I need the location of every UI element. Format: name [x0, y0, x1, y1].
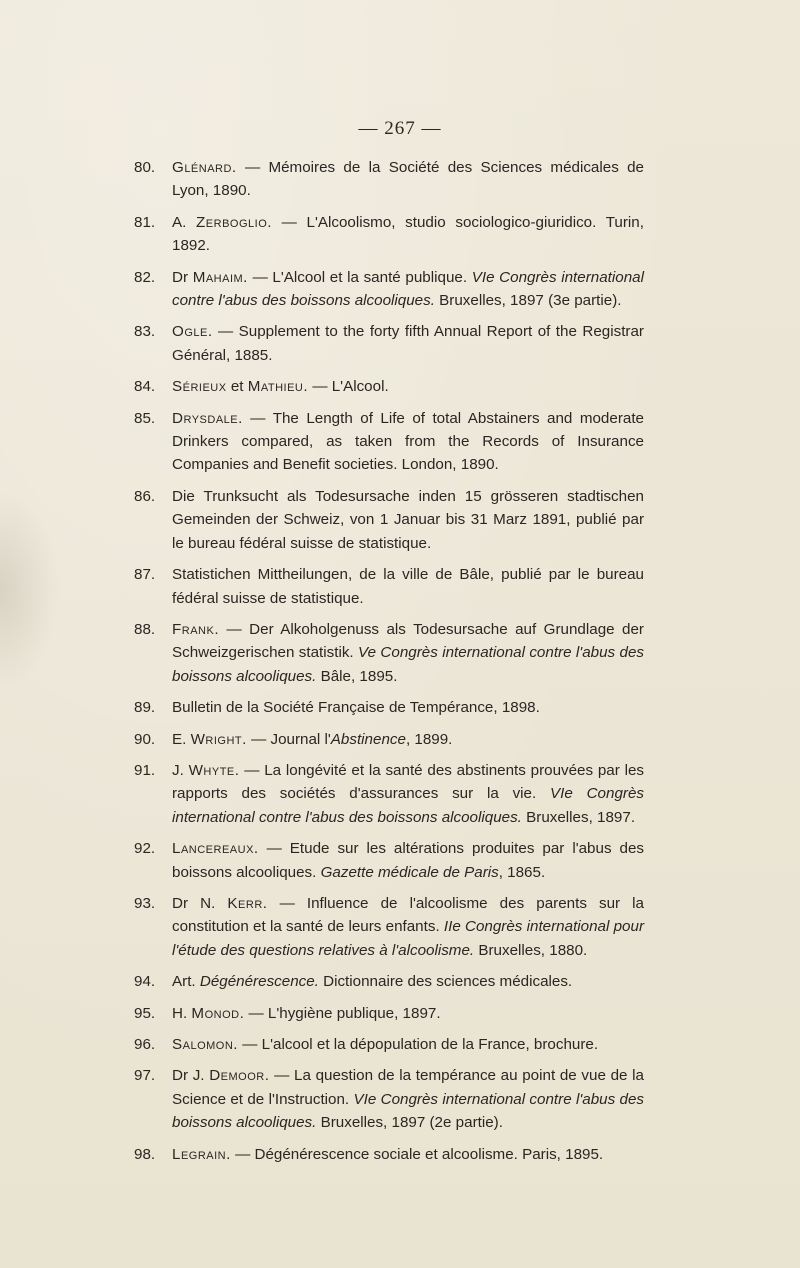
reference-number: 96.	[134, 1036, 156, 1053]
reference-fragment: Die Trunksucht als Todesursache inden 15 grösseren stadtischen Gemeinden der Schweiz, von 1 Januar bis 31 Marz 1891, publié par le bureau fédéral suisse de statistique.	[172, 487, 644, 552]
reference-fragment: Bruxelles, 1897 (3e partie).	[434, 292, 622, 310]
author-name: Salomon.	[172, 1036, 239, 1053]
reference-text	[172, 621, 644, 685]
reference-item	[134, 892, 644, 962]
reference-number: 90.	[134, 730, 156, 748]
reference-fragment: Art.	[172, 973, 200, 991]
reference-number: 86.	[134, 487, 156, 505]
reference-fragment: Bâle, 1895.	[316, 667, 398, 685]
reference-item	[134, 407, 644, 477]
reference-text	[172, 731, 452, 748]
page-shadow	[0, 490, 60, 690]
reference-text	[172, 1067, 644, 1131]
reference-fragment: — L'Alcool et la santé publique.	[247, 268, 472, 286]
reference-item	[134, 1033, 644, 1056]
author-name: Ogle.	[172, 323, 213, 341]
reference-fragment: Bruxelles, 1880.	[474, 941, 588, 959]
author-name: Monod.	[191, 1004, 245, 1022]
reference-text	[172, 323, 644, 363]
reference-text	[172, 269, 644, 309]
page-number: — 267 —	[358, 118, 442, 139]
reference-text	[172, 840, 644, 880]
reference-item	[134, 728, 644, 751]
reference-fragment: Dr N.	[172, 894, 228, 912]
reference-fragment: — Journal l'	[246, 730, 331, 748]
reference-fragment: Dr	[172, 268, 193, 286]
italic-title: Ve Congrès international contre l'abus des boissons alcooliques.	[172, 644, 645, 685]
reference-fragment: — La question de la tempérance au point de vue de la Science et de l'Instruction.	[172, 1067, 644, 1108]
reference-item	[134, 1064, 644, 1134]
reference-number: 84.	[134, 378, 156, 396]
author-name: Whyte.	[188, 761, 240, 779]
reference-fragment: Dictionnaire des sciences médicales.	[318, 973, 573, 991]
reference-text	[172, 699, 540, 716]
reference-item	[134, 970, 644, 993]
reference-fragment: J.	[172, 761, 189, 779]
author-name: Kerr.	[227, 894, 268, 912]
reference-fragment: — Der Alkoholgenuss als Todesursache auf Grundlage der Schweizgerischen statistik.	[172, 620, 644, 662]
reference-fragment: — L'Alcool.	[308, 378, 389, 396]
reference-fragment: — The Length of Life of total Abstainers and moderate Drinkers compared, as taken from the Records of Insurance Companies and Benefit societies. London, 1890.	[172, 409, 644, 474]
reference-item	[134, 759, 644, 829]
reference-item	[134, 563, 644, 610]
reference-fragment: — Dégénérescence sociale et alcoolisme. Paris, 1895.	[230, 1145, 604, 1163]
reference-fragment: Bulletin de la Société Française de Tempérance, 1898.	[172, 699, 540, 717]
reference-number: 85.	[134, 409, 156, 427]
reference-item	[134, 266, 644, 313]
reference-text	[172, 214, 644, 254]
author-name: Sérieux	[172, 378, 227, 396]
reference-number: 91.	[134, 761, 156, 779]
reference-number: 97.	[134, 1067, 156, 1085]
reference-item	[134, 1143, 644, 1166]
reference-item	[134, 696, 644, 719]
reference-number: 80.	[134, 159, 156, 176]
reference-list	[134, 156, 644, 1174]
author-name: Wright.	[190, 730, 247, 748]
reference-fragment: — Etude sur les altérations produites par l'abus des boissons alcooliques.	[172, 840, 644, 881]
reference-fragment: — L'hygiène publique, 1897.	[244, 1004, 441, 1022]
italic-title: VIe Congrès international contre l'abus des boissons alcooliques.	[172, 785, 644, 826]
author-name: Frank.	[172, 620, 220, 638]
reference-fragment: , 1865.	[498, 863, 546, 881]
reference-text	[172, 762, 644, 826]
italic-title: Dégénérescence.	[199, 973, 319, 991]
reference-text	[172, 1005, 441, 1022]
reference-number: 82.	[134, 268, 156, 286]
reference-fragment: Bruxelles, 1897 (2e partie).	[316, 1114, 503, 1132]
reference-fragment: — L'alcool et la dépopulation de la France, brochure.	[238, 1036, 599, 1053]
author-name: Glénard.	[172, 159, 237, 176]
author-name: Mathieu.	[247, 378, 309, 396]
italic-title: VIe Congrès international contre l'abus des boissons alcooliques.	[172, 1090, 644, 1132]
reference-item	[134, 485, 644, 555]
reference-text	[172, 378, 389, 395]
reference-text	[172, 566, 644, 606]
italic-title: Gazette médicale de Paris	[320, 863, 499, 881]
reference-number: 92.	[134, 840, 156, 858]
italic-title: Abstinence	[330, 730, 406, 748]
reference-fragment: — Influence de l'alcoolisme des parents sur la constitution et la santé de leurs enfants.	[172, 894, 645, 936]
reference-item	[134, 618, 644, 688]
reference-number: 81.	[134, 213, 156, 231]
reference-item	[134, 375, 644, 398]
reference-number: 93.	[134, 894, 156, 912]
reference-fragment: Bruxelles, 1897.	[521, 808, 636, 826]
reference-item	[134, 837, 644, 884]
reference-number: 87.	[134, 566, 156, 584]
reference-number: 95.	[134, 1004, 156, 1022]
reference-item	[134, 320, 644, 367]
reference-item	[134, 156, 644, 203]
reference-fragment: H.	[172, 1004, 192, 1022]
reference-fragment: — Mémoires de la Société des Sciences médicales de Lyon, 1890.	[172, 159, 644, 200]
reference-number: 83.	[134, 323, 156, 341]
reference-text	[172, 895, 644, 959]
reference-fragment: — Supplement to the forty fifth Annual Report of the Registrar Général, 1885.	[172, 323, 644, 364]
reference-text	[172, 1146, 603, 1163]
reference-text	[172, 973, 572, 990]
reference-item	[134, 211, 644, 258]
reference-fragment: — La longévité et la santé des abstinents prouvées par les rapports des sociétés d'assurances sur la vie.	[172, 761, 644, 803]
reference-fragment: Dr J.	[172, 1067, 210, 1085]
reference-text	[172, 1036, 598, 1053]
reference-text	[172, 488, 644, 552]
reference-fragment: — L'Alcoolismo, studio sociologico-giuridico. Turin, 1892.	[172, 213, 644, 255]
italic-title: IIe Congrès international pour l'étude des questions relatives à l'alcoolisme.	[172, 918, 644, 959]
reference-fragment: Statistichen Mittheilungen, de la ville de Bâle, publié par le bureau fédéral suisse de statistique.	[172, 566, 644, 607]
reference-text	[172, 410, 644, 474]
reference-item	[134, 1002, 644, 1025]
author-name: Legrain.	[172, 1145, 231, 1163]
reference-fragment: A.	[172, 213, 197, 231]
reference-number: 89.	[134, 699, 156, 717]
author-name: Drysdale.	[172, 409, 243, 427]
reference-number: 98.	[134, 1145, 156, 1163]
reference-number: 94.	[134, 973, 156, 991]
author-name: Mahaim.	[192, 268, 248, 286]
reference-fragment: et	[226, 378, 248, 396]
author-name: Demoor.	[209, 1067, 270, 1085]
author-name: Lancereaux.	[172, 840, 259, 858]
reference-fragment: , 1899.	[405, 730, 453, 748]
reference-number: 88.	[134, 620, 156, 638]
author-name: Zerboglio.	[196, 213, 272, 231]
reference-text	[172, 159, 644, 199]
italic-title: VIe Congrès international contre l'abus des boissons alcooliques.	[172, 268, 644, 310]
reference-fragment: E.	[172, 730, 191, 748]
